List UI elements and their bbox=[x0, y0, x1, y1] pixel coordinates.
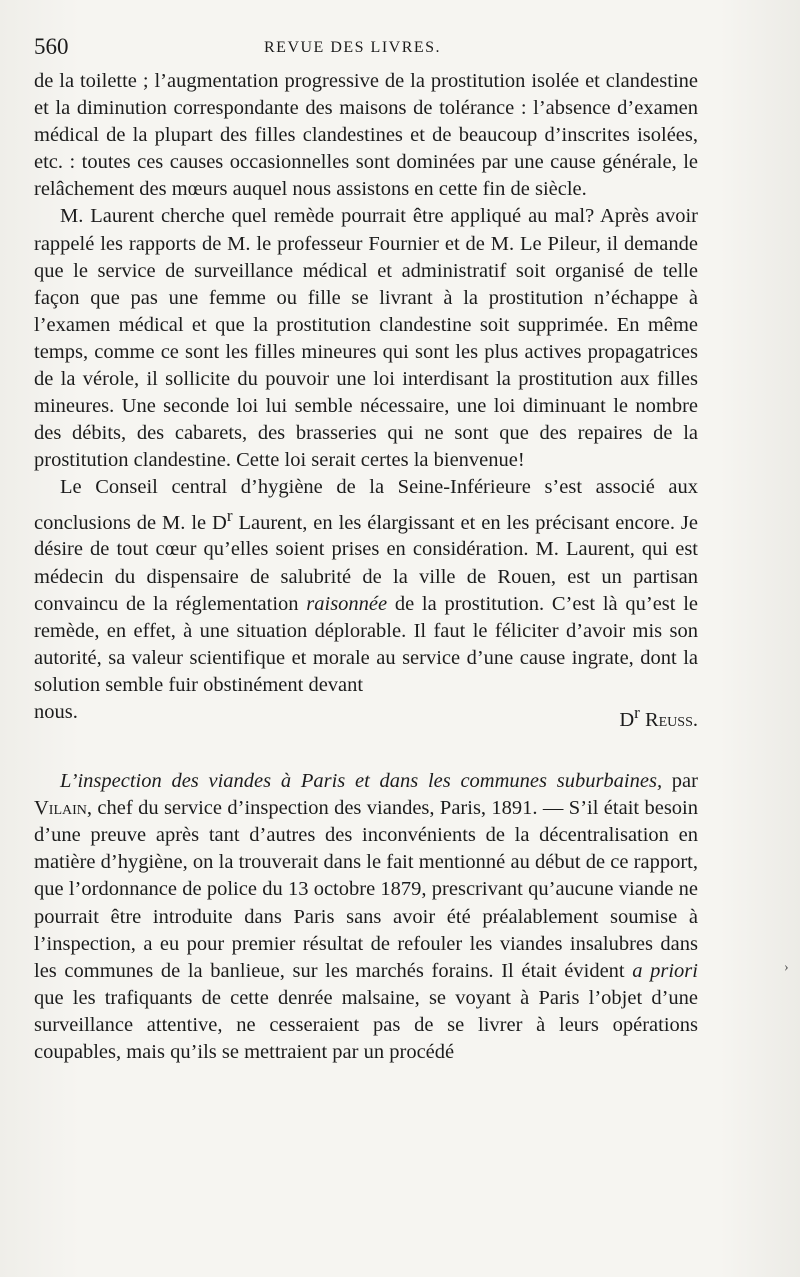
signature-superscript: r bbox=[634, 702, 640, 722]
superscript: r bbox=[226, 505, 233, 525]
text-run: que les trafiquants de cette denrée malsaine, se voyant à Paris l’objet d’une surveillance attentive, ne cesseraient pas de se livrer à leurs opérations coupables, mais qu’ils se mettraient par un procédé bbox=[34, 986, 698, 1064]
signature-prefix: D bbox=[619, 708, 635, 731]
signature bbox=[619, 699, 698, 734]
signature-name: Reuss. bbox=[644, 708, 698, 731]
section-spacer bbox=[34, 726, 698, 768]
running-title: REVUE DES LIVRES. bbox=[264, 39, 442, 56]
text-run: , chef du service d’inspection des viandes, Paris, 1891. — S’il était besoin d’une preuve après tant d’autres des inconvénients de la décentralisation en matière d’hygiène, on la trouverait dans le fait mentionné au début de ce rapport, que l’ordonnance de police du 13 octobre 1879, prescrivant qu’aucune viande ne pourrait être introduite dans Paris sans avoir été préalablement soumise à l’inspection, a eu pour premier résultat de refouler les viandes insalubres dans les communes de la banlieue, sur les marchés forains. Il était évident bbox=[34, 797, 698, 982]
italic-phrase: a priori bbox=[632, 959, 698, 982]
margin-mark: › bbox=[784, 960, 789, 975]
page-number: 560 bbox=[34, 34, 69, 59]
text-run: de la prostitution. C’est là qu’est le remède, en effet, à une situation déplorable. Il faut le féliciter d’avoir mis son autorité, sa valeur scientifique et morale au service d’une cause ingrate, dont la solution semble fuir obstinément devant bbox=[34, 592, 698, 696]
closing-word: nous. bbox=[34, 700, 78, 723]
review-inspection-viandes bbox=[34, 768, 698, 1066]
signature-line bbox=[34, 699, 698, 731]
page-body bbox=[34, 68, 698, 1066]
paragraph-conseil-central bbox=[34, 474, 698, 699]
italic-word: raisonnée bbox=[306, 592, 388, 615]
paragraph-toilette: de la toilette ; l’augmentation progressive de la prostitution isolée et clandestine et la diminution correspondante des maisons de tolérance : l’absence d’examen médical de la plupart des filles clandestines et de beaucoup d’inscrites isolées, etc. : toutes ces causes occasionnelles sont dominées par une cause générale, le relâchement des mœurs auquel nous assistons en cette fin de siècle. bbox=[34, 70, 698, 201]
review-author: Vilain bbox=[34, 797, 87, 820]
text-run: par bbox=[662, 770, 698, 793]
review-title: L’inspection des viandes à Paris et dans les communes suburbaines, bbox=[60, 770, 663, 793]
text-run: Laurent, en les élargissant et en les précisant encore. Je désire de tout cœur qu’elles soient prises en considération. M. Laurent, qui est médecin du dispensaire de salubrité de la ville de Rouen, est un partisan convaincu de la réglementation bbox=[34, 511, 698, 615]
page-header bbox=[34, 34, 700, 60]
paragraph-laurent-remedy: M. Laurent cherche quel remède pourrait être appliqué au mal? Après avoir rappelé les rapports de M. le professeur Fournier et de M. Le Pileur, il demande que le service de surveillance médical et administratif soit organisé de telle façon que pas une femme ou fille se livrant à la prostitution n’échappe à l’examen médical et que la prostitution clandestine soit supprimée. En même temps, comme ce sont les filles mineures qui sont les plus actives propagatrices de la vérole, il sollicite du pouvoir une loi interdisant la prostitution aux filles mineures. Une seconde loi lui semble nécessaire, une loi diminuant le nombre des débits, des cabarets, des brasseries qui ne sont que des repaires de la prostitution clandestine. Cette loi serait certes la bienvenue! bbox=[34, 205, 698, 472]
text-run: Le Conseil central d’hygiène de la Seine-Inférieure s’est associé aux conclusions de M. le D bbox=[34, 476, 698, 534]
